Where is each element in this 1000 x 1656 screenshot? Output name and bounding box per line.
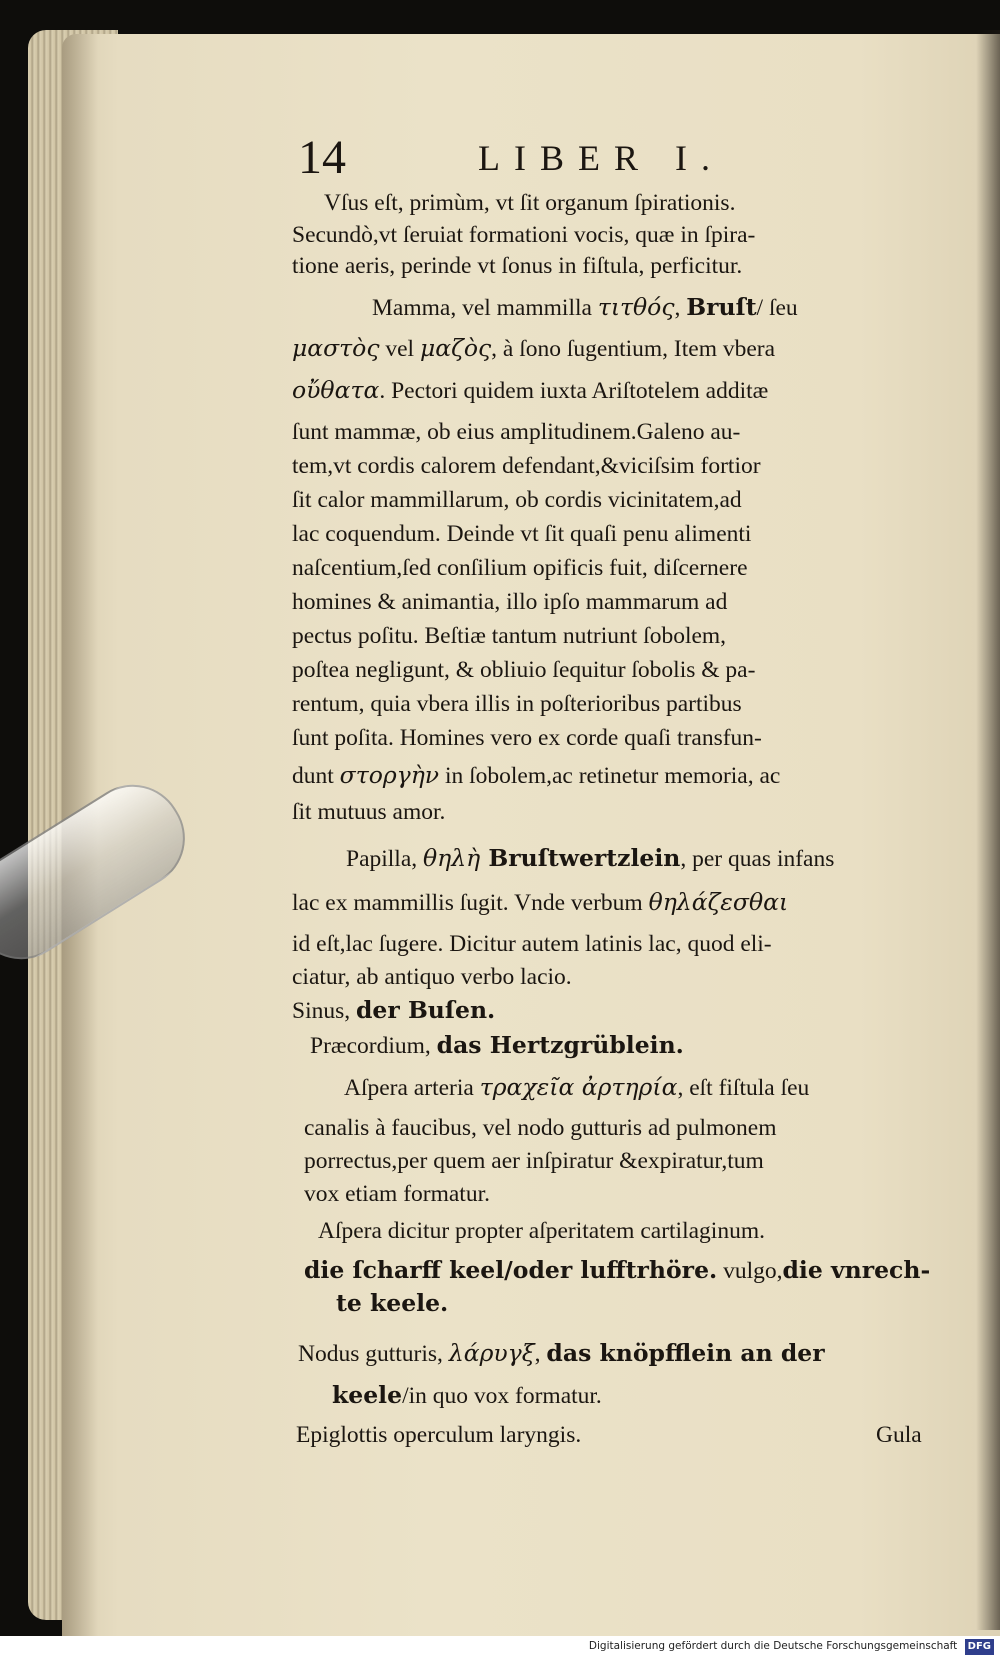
greek-word: οὔθατα <box>292 376 380 404</box>
text-line: Aſpera dicitur propter aſperitatem cartilaginum. <box>318 1218 765 1244</box>
blackletter-word: der Buſen. <box>356 996 496 1024</box>
text-span: / ſeu <box>756 295 798 321</box>
text-span: Aſpera arteria <box>344 1075 480 1101</box>
greek-word: μαστὸς <box>292 334 380 362</box>
text-span: , à ſono ſugentium, Item vbera <box>491 336 776 362</box>
text-span: , eſt fiſtula ſeu <box>677 1075 810 1101</box>
text-line <box>344 1072 809 1103</box>
text-span: Præcordium, <box>310 1033 437 1059</box>
text-line <box>292 760 780 791</box>
text-line: pectus poſitu. Beſtiæ tantum nutriunt ſobolem, <box>292 623 727 649</box>
page-number: 14 <box>298 131 346 184</box>
text-line <box>372 292 798 323</box>
blackletter-word: keele <box>332 1381 403 1409</box>
text-span: Nodus gutturis, <box>298 1341 449 1367</box>
running-title: LIBER I. <box>478 138 724 178</box>
text-span: , per quas infans <box>680 846 835 872</box>
greek-word: στοργὴν <box>339 761 440 789</box>
greek-word: τιτθός <box>597 293 675 321</box>
text-line: ſit mutuus amor. <box>292 799 446 825</box>
text-line <box>310 1030 684 1061</box>
text-line: tem,vt cordis calorem defendant,&viciſsim fortior <box>292 453 761 479</box>
text-span: Mamma, vel mammilla <box>372 295 598 321</box>
text-span: /in quo vox formatur. <box>402 1383 602 1409</box>
blackletter-word: Bruſt <box>686 293 757 321</box>
text-line: Vſus eſt, primùm, vt ſit organum ſpirationis. <box>324 190 736 216</box>
text-line <box>346 843 834 874</box>
text-span: vulgo, <box>717 1258 783 1284</box>
dfg-logo: DFG <box>965 1639 994 1655</box>
text-line: ſunt poſita. Homines vero ex corde quaſi transfun- <box>292 725 762 751</box>
text-span: , <box>674 295 687 321</box>
text-line: rentum, quia vbera illis in poſterioribus partibus <box>292 691 742 717</box>
text-line: poſtea negligunt, & obliuio ſequitur ſobolis & pa- <box>292 657 756 683</box>
page-header <box>298 130 778 186</box>
text-line: Epiglottis operculum laryngis. <box>296 1422 582 1448</box>
text-line: vox etiam formatur. <box>304 1181 490 1207</box>
text-line <box>298 1338 825 1369</box>
text-span: in ſobolem,ac retinetur memoria, ac <box>439 763 781 789</box>
blackletter-word: die vnrech- <box>782 1256 931 1284</box>
text-line <box>292 887 788 918</box>
text-line: ſit calor mammillarum, ob cordis vicinitatem,ad <box>292 487 742 513</box>
catchword: Gula <box>876 1422 922 1448</box>
digitization-credit <box>589 1638 994 1655</box>
text-line: tione aeris, perinde vt ſonus in fiſtula, perficitur. <box>292 253 743 279</box>
text-span: vel <box>379 336 420 362</box>
blackletter-word: das Hertzgrüblein. <box>436 1031 684 1059</box>
greek-word: μαζὸς <box>419 334 492 362</box>
text-span: Sinus, <box>292 998 356 1024</box>
text-span: , <box>534 1341 547 1367</box>
text-line <box>292 333 775 364</box>
greek-word: θηλάζεσθαι <box>648 888 789 916</box>
text-span: Papilla, <box>346 846 424 872</box>
greek-word: λάρυγξ <box>448 1339 535 1367</box>
text-line <box>304 1255 930 1286</box>
text-line: lac coquendum. Deinde vt ſit quaſi penu alimenti <box>292 521 752 547</box>
text-line: id eſt,lac ſugere. Dicitur autem latinis lac, quod eli- <box>292 931 772 957</box>
text-line <box>332 1380 602 1411</box>
text-line <box>292 995 495 1026</box>
credit-text: Digitalisierung gefördert durch die Deutsche Forschungsgemeinschaft <box>588 1640 958 1652</box>
text-line: naſcentium,ſed conſilium opificis fuit, diſcernere <box>292 555 748 581</box>
text-span: lac ex mammillis ſugit. Vnde verbum <box>292 890 649 916</box>
right-page-edge-shadow <box>976 30 1000 1630</box>
text-line: canalis à faucibus, vel nodo gutturis ad pulmonem <box>304 1115 777 1141</box>
text-line: porrectus,per quem aer inſpiratur &expiratur,tum <box>304 1148 764 1174</box>
blackletter-word: Bruſtwertzlein <box>480 844 681 872</box>
greek-word: τραχεῖα ἀρτηρία <box>479 1073 678 1101</box>
blackletter-word: das knöpfflein an der <box>546 1339 825 1367</box>
text-span: dunt <box>292 763 340 789</box>
blackletter-word: die ſcharff keel/oder lufftrhöre. <box>304 1256 718 1284</box>
text-line: ciatur, ab antiquo verbo lacio. <box>292 964 572 990</box>
text-line <box>292 375 768 406</box>
text-line: Secundò,vt ſeruiat formationi vocis, quæ in ſpira- <box>292 222 756 248</box>
greek-word: θηλὴ <box>423 844 481 872</box>
text-span: . Pectori quidem iuxta Ariſtotelem additæ <box>379 378 769 404</box>
text-line: homines & animantia, illo ipſo mammarum ad <box>292 589 728 615</box>
text-line: ſunt mammæ, ob eius amplitudinem.Galeno au- <box>292 419 741 445</box>
blackletter-line: te keele. <box>336 1289 449 1317</box>
